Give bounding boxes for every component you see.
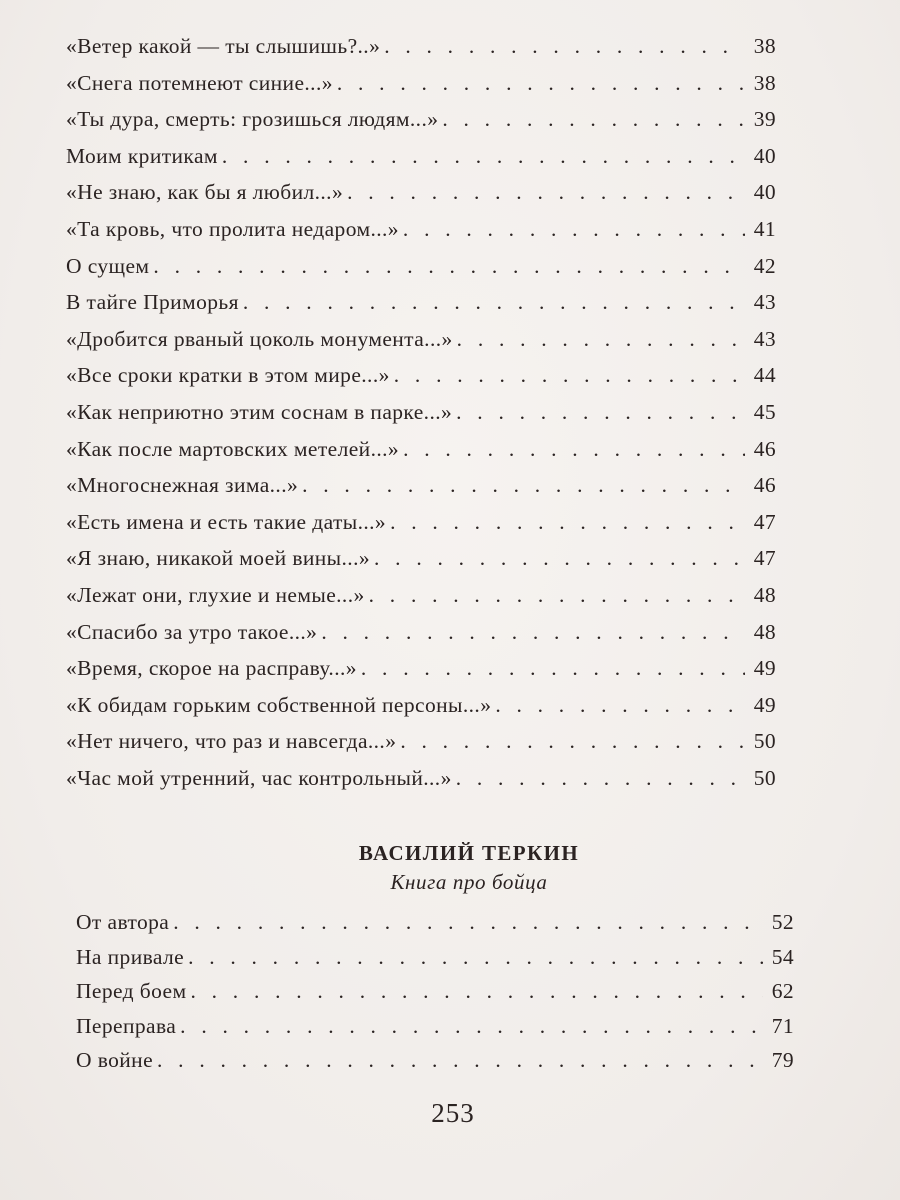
- section-subtitle: Книга про бойца: [390, 870, 548, 894]
- toc-entry-page: 46: [753, 436, 776, 461]
- toc-entry: [66, 363, 776, 400]
- dot-leader: [188, 945, 763, 970]
- toc-entry: [66, 107, 776, 144]
- toc-entry: [66, 254, 776, 291]
- toc-entry-page: 47: [753, 509, 776, 534]
- toc-entry-title: «Как после мартовских метелей...»: [66, 436, 400, 461]
- section-table-of-contents: [76, 910, 794, 1083]
- toc-entry: [66, 473, 776, 510]
- toc-entry: [66, 510, 776, 547]
- toc-entry-page: 41: [753, 216, 776, 241]
- toc-entry: [66, 693, 776, 730]
- dot-leader: [394, 363, 745, 388]
- toc-entry-page: 43: [753, 290, 776, 315]
- toc-entry: [66, 217, 776, 254]
- toc-entry-page: 71: [771, 1013, 794, 1038]
- toc-entry-page: 79: [771, 1048, 794, 1072]
- toc-entry-page: 38: [753, 34, 776, 58]
- toc-entry-page: 40: [753, 180, 776, 205]
- toc-entry-page: 45: [753, 399, 776, 424]
- dot-leader: [222, 144, 745, 169]
- toc-entry-title: В тайге Приморья: [66, 290, 239, 315]
- toc-entry-page: 62: [771, 979, 794, 1003]
- toc-entry: [66, 144, 776, 181]
- toc-entry-page: 39: [753, 107, 776, 132]
- toc-entry: [66, 34, 776, 71]
- dot-leader: [457, 327, 745, 352]
- toc-entry-title: «Есть имена и есть такие даты...»: [66, 509, 387, 534]
- toc-entry-page: 44: [753, 363, 776, 388]
- toc-entry: [66, 766, 776, 803]
- toc-entry-title: «Снега потемнеют синие...»: [66, 70, 333, 95]
- dot-leader: [191, 979, 764, 1004]
- toc-entry: [66, 729, 776, 766]
- toc-entry-title: «Спасибо за утро такое...»: [66, 619, 318, 644]
- dot-leader: [153, 254, 745, 279]
- toc-entry: [66, 290, 776, 327]
- toc-entry: [76, 1048, 794, 1083]
- dot-leader: [337, 71, 745, 96]
- toc-entry-title: Переправа: [76, 1013, 177, 1038]
- toc-entry-page: 47: [753, 546, 776, 571]
- toc-entry-title: «Не знаю, как бы я любил...»: [66, 180, 344, 205]
- section-heading: [0, 838, 900, 896]
- toc-entry-title: На привале: [76, 944, 185, 969]
- toc-entry-title: «Дробится рваный цоколь монумента...»: [66, 326, 453, 351]
- toc-entry: [66, 71, 776, 108]
- toc-entry-page: 38: [753, 70, 776, 95]
- toc-entry-title: «Та кровь, что пролита недаром...»: [66, 216, 399, 241]
- toc-entry-title: О сущем: [66, 253, 150, 278]
- toc-entry-title: «Нет ничего, что раз и навсегда...»: [66, 729, 397, 754]
- dot-leader: [173, 910, 763, 935]
- toc-entry: [76, 979, 794, 1014]
- dot-leader: [442, 107, 745, 132]
- toc-entry-title: «Ты дура, смерть: грозишься людям...»: [66, 107, 439, 132]
- toc-entry-page: 52: [771, 910, 794, 934]
- dot-leader: [456, 400, 745, 425]
- toc-entry-title: Перед боем: [76, 979, 187, 1003]
- toc-entry: [66, 327, 776, 364]
- toc-entry-title: «Час мой утренний, час контрольный...»: [66, 765, 452, 790]
- toc-entry-page: 40: [753, 143, 776, 168]
- toc-entry-title: «Ветер какой — ты слышишь?..»: [66, 34, 381, 58]
- dot-leader: [495, 693, 745, 718]
- toc-entry-title: «Лежат они, глухие и немые...»: [66, 582, 365, 607]
- section-title: ВАСИЛИЙ ТЕРКИН: [358, 841, 580, 865]
- toc-entry: [66, 546, 776, 583]
- toc-entry-title: О войне: [76, 1048, 154, 1072]
- dot-leader: [384, 34, 745, 59]
- toc-entry-page: 48: [753, 619, 776, 644]
- toc-entry-page: 50: [753, 729, 776, 754]
- toc-entry: [66, 437, 776, 474]
- page-number: 253: [431, 1098, 475, 1128]
- toc-entry-page: 42: [753, 253, 776, 278]
- toc-entry-title: «Я знаю, никакой моей вины...»: [66, 546, 371, 571]
- toc-entry: [66, 620, 776, 657]
- toc-entry-page: 54: [771, 944, 794, 969]
- dot-leader: [347, 180, 745, 205]
- dot-leader: [157, 1048, 763, 1073]
- table-of-contents: [66, 34, 776, 802]
- toc-entry-title: «Все сроки кратки в этом мире...»: [66, 363, 390, 388]
- toc-entry-page: 48: [753, 582, 776, 607]
- toc-entry-title: «К обидам горьким собственной персоны...»: [66, 692, 492, 717]
- dot-leader: [374, 546, 745, 571]
- toc-entry: [76, 945, 794, 980]
- toc-entry-title: «Многоснежная зима...»: [66, 473, 299, 498]
- toc-entry: [66, 400, 776, 437]
- toc-entry-title: «Как неприютно этим соснам в парке...»: [66, 399, 453, 424]
- dot-leader: [456, 766, 745, 791]
- dot-leader: [403, 217, 745, 242]
- dot-leader: [302, 473, 745, 498]
- toc-entry-page: 46: [753, 473, 776, 498]
- toc-entry-page: 50: [753, 765, 776, 790]
- toc-entry: [66, 656, 776, 693]
- toc-entry-title: «Время, скорое на расправу...»: [66, 656, 357, 681]
- toc-entry: [66, 583, 776, 620]
- dot-leader: [180, 1014, 763, 1039]
- dot-leader: [403, 437, 745, 462]
- toc-entry: [76, 910, 794, 945]
- toc-entry-page: 49: [753, 656, 776, 681]
- toc-entry-title: От автора: [76, 910, 170, 934]
- toc-entry: [66, 180, 776, 217]
- dot-leader: [390, 510, 745, 535]
- toc-entry-title: Моим критикам: [66, 143, 218, 168]
- toc-entry-page: 49: [753, 692, 776, 717]
- dot-leader: [369, 583, 745, 608]
- toc-entry-page: 43: [753, 326, 776, 351]
- dot-leader: [361, 656, 745, 681]
- dot-leader: [243, 290, 745, 315]
- toc-entry: [76, 1014, 794, 1049]
- dot-leader: [400, 729, 745, 754]
- dot-leader: [321, 620, 745, 645]
